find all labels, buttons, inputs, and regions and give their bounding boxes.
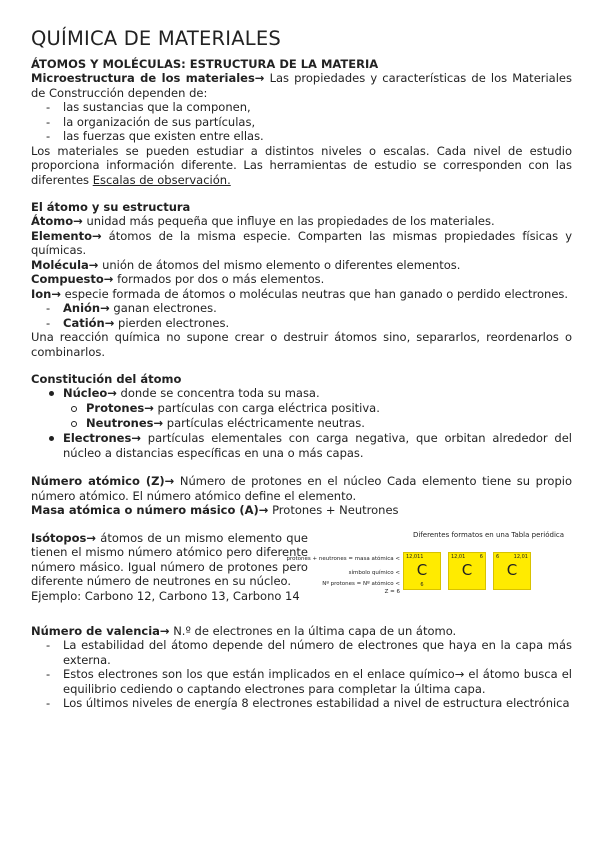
- item-term: Protones→: [86, 401, 154, 415]
- periodic-table-figure: [286, 530, 572, 611]
- def-atomo: [31, 214, 572, 229]
- def-term: Número atómico (Z)→: [31, 474, 175, 488]
- item-term: Catión→: [63, 315, 115, 330]
- list-item: [31, 401, 572, 416]
- constitucion-list: [31, 386, 572, 461]
- list-item: - la organización de sus partículas,: [31, 115, 572, 130]
- isotopos-text-block: [31, 531, 308, 611]
- cell-symbol: C: [461, 560, 473, 579]
- element-cell: [403, 552, 441, 590]
- section-heading-atomos: ÁTOMOS Y MOLÉCULAS: ESTRUCTURA DE LA MATERIA: [31, 57, 379, 71]
- numero-atomico-paragraph: [31, 474, 572, 503]
- def-text: unión de átomos del mismo elemento o diferentes elementos.: [98, 257, 461, 272]
- cell-number: 6: [495, 553, 500, 560]
- item-text: partículas con carga eléctrica positiva.: [153, 401, 380, 415]
- list-item: - La estabilidad del átomo depende del número de electrones que haya en la capa más externa.: [31, 638, 572, 667]
- list-item: [31, 316, 572, 331]
- niveles-text: Los materiales se pueden estudiar a distintos niveles o escalas. Cada nivel de estudio proporciona información diferente. Las herramientas de estudio se corresponden con las diferentes: [31, 143, 572, 187]
- isotopos-example: Ejemplo: Carbono 12, Carbono 13, Carbono 14: [31, 588, 300, 603]
- cell-number: 12,01: [450, 553, 466, 560]
- def-term: Átomo→: [31, 214, 83, 228]
- nucleo-sublist: [31, 401, 572, 431]
- list-item: - las sustancias que la componen,: [31, 100, 572, 115]
- isotopos-section: [31, 531, 572, 611]
- def-text: formados por dos o más elementos.: [113, 272, 325, 286]
- valencia-list: [31, 638, 572, 711]
- list-item: [31, 301, 572, 316]
- item-text: partículas eléctricamente neutras.: [163, 416, 365, 430]
- bullet-icon: [49, 391, 54, 396]
- def-elemento: [31, 229, 572, 258]
- def-text: átomos de un mismo elemento que tienen el mismo número atómico pero diferente número másico. Igual número de protones pero diferente número de neutrones en su núcleo.: [31, 530, 308, 588]
- def-term: Compuesto→: [31, 272, 114, 286]
- def-text: N.º de electrones en la última capa de un átomo.: [169, 623, 457, 638]
- label-mass: protones + neutrones = masa atómica <: [286, 555, 400, 562]
- masa-atomica-paragraph: [31, 503, 572, 518]
- item-term: Anión→: [63, 301, 110, 315]
- def-text: Número de protones en el núcleo Cada elemento tiene su propio número atómico. El número atómico define el elemento.: [31, 474, 572, 503]
- element-cell: [493, 552, 531, 590]
- figure-caption: Diferentes formatos en una Tabla periódica: [412, 530, 565, 539]
- cell-mass: 6: [479, 553, 483, 560]
- def-text: especie formada de átomos o moléculas neutras que han ganado o perdido electrones.: [61, 286, 569, 301]
- list-item: [31, 416, 572, 431]
- item-text: donde se concentra toda su masa.: [116, 386, 320, 400]
- def-text: Protones + Neutrones: [268, 503, 399, 517]
- heading-constitucion: Constitución del átomo: [31, 372, 182, 386]
- def-term: Masa atómica o número másico (A)→: [31, 503, 269, 517]
- list-item: - Los últimos niveles de energía 8 electrones estabilidad a nivel de estructura electrónica: [31, 696, 572, 711]
- micro-paragraph: [31, 71, 572, 100]
- def-compuesto: [31, 272, 572, 287]
- def-ion: [31, 287, 572, 302]
- page-title: QUÍMICA DE MATERIALES: [31, 27, 281, 50]
- micro-list: [31, 100, 572, 144]
- list-item: - Estos electrones son los que están implicados en el enlace químico→ el átomo busca el equilibrio cediendo o captando electrones para completar la última capa.: [31, 667, 572, 696]
- cell-mass: 12,01: [513, 553, 528, 560]
- reaccion-paragraph: Una reacción química no supone crear o destruir átomos sino, separarlos, reordenarlos o combinarlos.: [31, 330, 572, 359]
- label-z-value: Z = 6: [384, 588, 400, 595]
- valencia-paragraph: [31, 624, 572, 639]
- def-molecula: [31, 258, 572, 273]
- cell-symbol: C: [506, 560, 518, 579]
- cell-symbol: C: [416, 560, 428, 579]
- micro-term: Microestructura de los materiales→: [31, 71, 265, 85]
- micro-text: Las propiedades y características de los Materiales de Construcción dependen de:: [31, 71, 572, 100]
- def-term: Ion→: [31, 286, 62, 301]
- item-text: pierden electrones.: [114, 315, 230, 330]
- bullet-icon: [49, 436, 54, 441]
- isotopos-paragraph: [31, 531, 308, 589]
- element-cell: [448, 552, 486, 590]
- def-term: Elemento→: [31, 228, 102, 243]
- heading-atomo: El átomo y su estructura: [31, 200, 191, 214]
- item-term: Neutrones→: [86, 416, 164, 430]
- label-z: Nº protones = Nº atómico <: [322, 580, 400, 587]
- def-text: átomos de la misma especie. Comparten las mismas propiedades físicas y químicas.: [31, 228, 572, 257]
- escalas-link[interactable]: Escalas de observación.: [92, 172, 231, 187]
- item-text: partículas elementales con carga negativa, que orbitan alrededor del núcleo a distancias específicas en una o más capas.: [63, 431, 572, 460]
- list-item: [31, 386, 572, 431]
- def-term: Número de valencia→: [31, 623, 170, 638]
- cell-z: 6: [420, 581, 424, 588]
- item-text: ganan electrones.: [109, 301, 217, 315]
- def-term: Isótopos→: [31, 530, 97, 545]
- cell-number: 12,011: [405, 553, 424, 560]
- label-symbol: símbolo químico <: [348, 569, 400, 576]
- item-term: Núcleo→: [63, 386, 117, 400]
- def-term: Molécula→: [31, 257, 99, 272]
- list-item: [31, 431, 572, 461]
- niveles-paragraph: [31, 144, 572, 188]
- def-text: unidad más pequeña que influye en las propiedades de los materiales.: [82, 214, 495, 228]
- list-item: - las fuerzas que existen entre ellas.: [31, 129, 572, 144]
- document-page: [31, 27, 572, 711]
- ion-list: [31, 301, 572, 330]
- item-term: Electrones→: [63, 431, 141, 445]
